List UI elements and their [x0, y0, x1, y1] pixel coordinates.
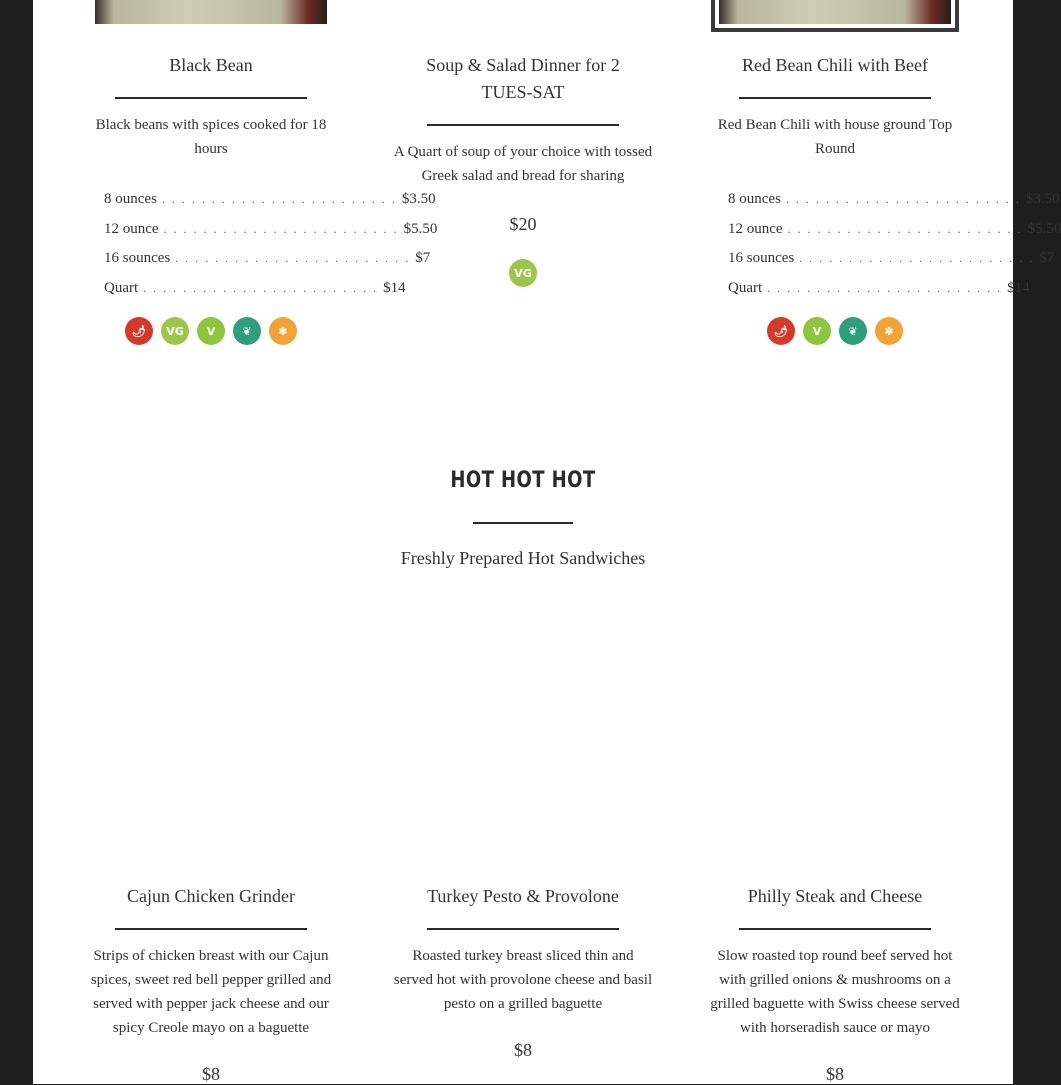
size-price: $5.50 [403, 220, 438, 237]
vegetarian-icon: V [803, 317, 831, 345]
size-label: Quart [104, 279, 139, 296]
dot-leader: . . . . . . . . . . . . . . . . . . . . . . . . [767, 280, 1003, 295]
item-title-line1: Soup & Salad Dinner for 2 [426, 55, 620, 75]
size-row [728, 215, 1061, 245]
menu-item-turkey-pesto-provolone [393, 883, 653, 1061]
size-price: $14 [383, 279, 406, 296]
menu-item-cajun-chicken-grinder [81, 883, 341, 1085]
size-row [728, 274, 1030, 304]
item-title: Red Bean Chili with Beef [742, 55, 928, 75]
divider [427, 928, 619, 930]
size-row [104, 185, 436, 215]
size-label: 16 sounces [104, 250, 171, 266]
size-price: $3.50 [1025, 191, 1060, 207]
item-title: Black Bean [169, 55, 253, 75]
menu-item-soup-salad-dinner [393, 52, 653, 287]
divider [427, 124, 619, 126]
black-bean-photo[interactable] [95, 0, 327, 24]
section-divider [473, 522, 573, 524]
dot-leader: . . . . . . . . . . . . . . . . . . . . . . . . [799, 251, 1035, 265]
item-description: A Quart of soup of your choice with tossed Greek salad and bread for sharing [393, 144, 653, 184]
size-row [104, 215, 438, 245]
dot-leader: . . . . . . . . . . . . . . . . . . . . . . . . [143, 280, 379, 295]
item-price: $20 [509, 214, 537, 234]
size-price-list [98, 185, 438, 303]
item-title: Turkey Pesto & Provolone [427, 886, 619, 906]
dot-leader: . . . . . . . . . . . . . . . . . . . . . . . . [161, 192, 397, 206]
item-price: $8 [514, 1040, 532, 1060]
size-price-list [722, 185, 1061, 303]
item-title-line2: TUES-SAT [481, 82, 565, 102]
gluten-free-icon: ✽ [269, 317, 297, 345]
spicy-icon: 🌶 [125, 317, 153, 345]
item-price: $8 [826, 1064, 844, 1084]
size-label: 16 sounces [728, 250, 795, 266]
dot-leader: . . . . . . . . . . . . . . . . . . . . . . . . [175, 251, 411, 265]
vegetarian-icon: V [197, 317, 225, 345]
size-price: $7 [415, 250, 431, 266]
healthy-leaf-icon: ❦ [839, 317, 867, 345]
size-price: $5.50 [1027, 220, 1061, 237]
size-row [728, 185, 1060, 215]
section-title: HOT HOT HOT [450, 468, 596, 493]
gluten-free-icon: ✽ [875, 317, 903, 345]
divider [115, 97, 307, 99]
size-label: 8 ounces [728, 191, 781, 207]
size-row [104, 244, 431, 274]
menu-item-black-bean [81, 52, 438, 345]
divider [739, 97, 931, 99]
vegan-icon: VG [161, 317, 189, 345]
size-label: 12 ounce [104, 220, 159, 237]
divider [115, 928, 307, 930]
item-price: $8 [202, 1064, 220, 1084]
dietary-icons [705, 317, 965, 345]
menu-page [33, 0, 1061, 1084]
dot-leader: . . . . . . . . . . . . . . . . . . . . . . . . [163, 221, 399, 236]
dot-leader: . . . . . . . . . . . . . . . . . . . . . . . . [785, 192, 1021, 206]
item-title [393, 52, 653, 106]
vegan-icon: VG [509, 259, 537, 287]
dietary-icons [81, 317, 341, 345]
menu-item-philly-steak-cheese [705, 883, 965, 1085]
healthy-leaf-icon: ❦ [233, 317, 261, 345]
menu-item-red-bean-chili [705, 52, 1061, 345]
size-price: $7 [1039, 250, 1055, 266]
size-row [104, 274, 406, 304]
red-bean-chili-photo[interactable] [711, 0, 959, 32]
spicy-icon: 🌶 [767, 317, 795, 345]
item-description: Red Bean Chili with house ground Top Round [717, 117, 953, 157]
item-title: Philly Steak and Cheese [747, 886, 923, 906]
dietary-icons [393, 259, 653, 287]
red-bean-chili-photo-image [719, 0, 951, 24]
size-row [728, 244, 1055, 274]
size-price: $14 [1007, 279, 1030, 296]
divider [739, 928, 931, 930]
item-description: Strips of chicken breast with our Cajun spices, sweet red bell pepper grilled and served with pepper jack cheese and our spicy Creole mayo on a baguette [90, 948, 332, 1036]
item-description: Slow roasted top round beef served hot with grilled onions & mushrooms on a grilled baguette with Swiss cheese served with horseradish sauce or mayo [710, 948, 960, 1036]
dot-leader: . . . . . . . . . . . . . . . . . . . . . . . . [787, 221, 1023, 236]
size-label: 12 ounce [728, 220, 783, 237]
item-description: Black beans with spices cooked for 18 hours [95, 117, 327, 157]
section-subtitle: Freshly Prepared Hot Sandwiches [400, 548, 646, 568]
size-label: 8 ounces [104, 191, 157, 207]
size-price: $3.50 [401, 191, 436, 207]
item-title: Cajun Chicken Grinder [127, 886, 295, 906]
item-description: Roasted turkey breast sliced thin and served hot with provolone cheese and basil pesto on a grilled baguette [393, 948, 653, 1012]
size-label: Quart [728, 279, 763, 296]
